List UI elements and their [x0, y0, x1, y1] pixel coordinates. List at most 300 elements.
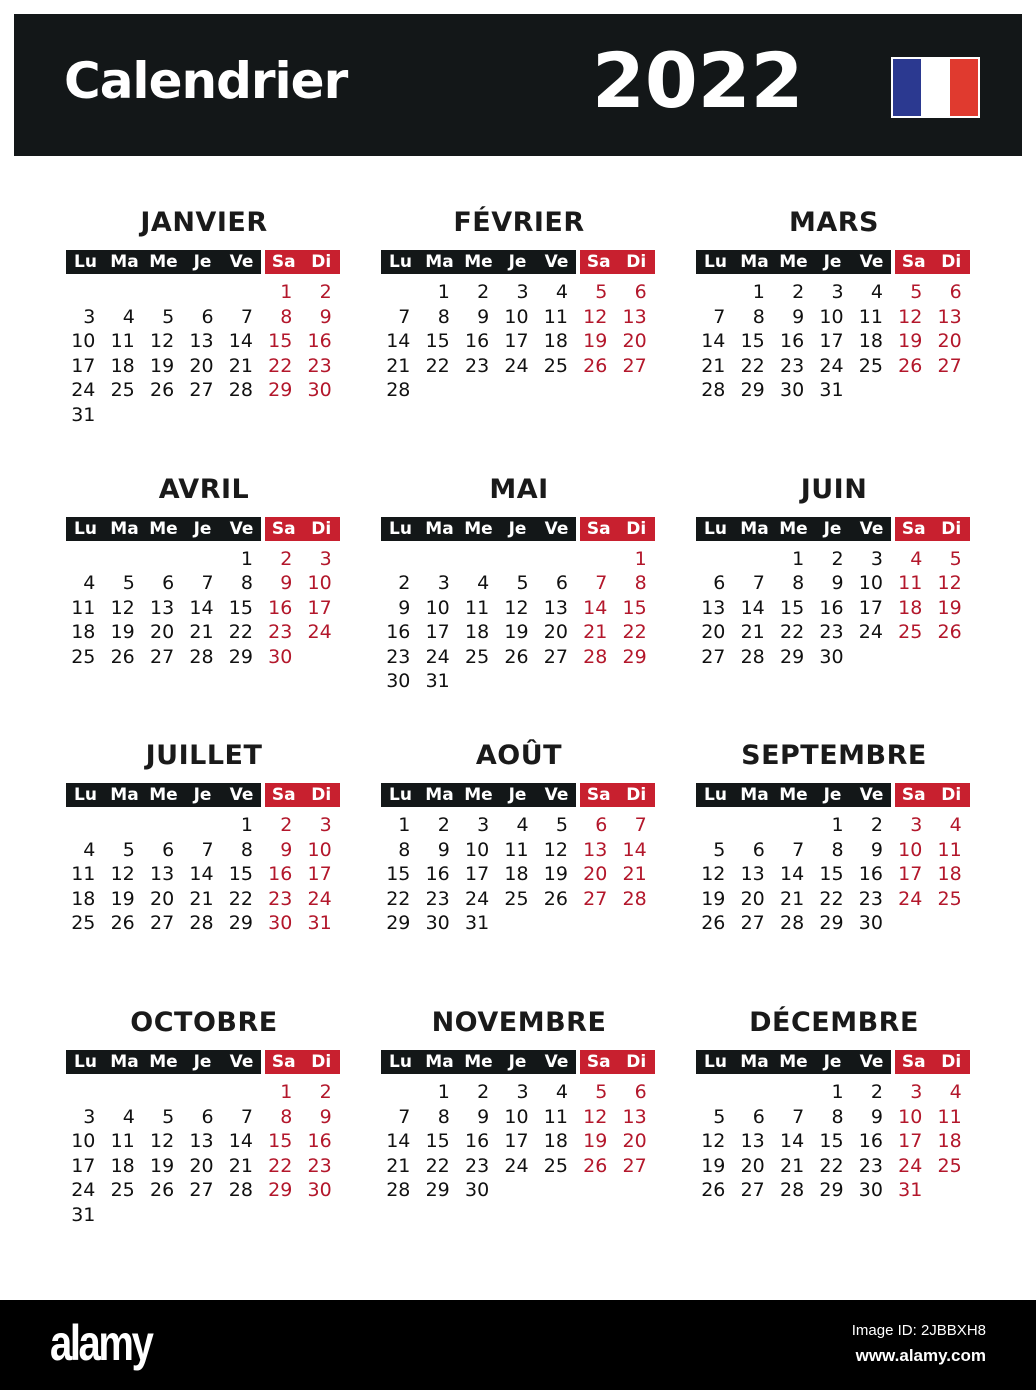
day-cell: 20	[740, 887, 765, 910]
day-cell: 26	[701, 1179, 726, 1202]
day-cell: 19	[149, 1154, 175, 1177]
week-row	[381, 862, 657, 887]
weekend-label: Sa	[901, 252, 926, 272]
day-grid	[66, 1080, 342, 1227]
weekend-header	[580, 1050, 655, 1074]
flag-white	[921, 59, 949, 116]
day-cell: 30	[386, 670, 411, 693]
weekend-label: Di	[626, 518, 647, 539]
day-cell: 27	[622, 1154, 647, 1177]
week-row	[381, 305, 657, 330]
weekend-header	[265, 517, 340, 541]
day-cell: 8	[240, 572, 253, 595]
day-cell: 2	[398, 572, 411, 595]
day-cell: 4	[516, 814, 529, 837]
day-cell: 10	[71, 330, 96, 352]
day-cell: 25	[858, 354, 883, 377]
day-cell: 8	[280, 1105, 293, 1128]
day-cell: 3	[910, 814, 923, 837]
day-cell	[735, 547, 774, 572]
day-cell: 12	[937, 572, 962, 595]
weekday-label: Ve	[859, 1052, 884, 1073]
weekday-header	[381, 250, 576, 274]
day-cell: 24	[425, 645, 450, 668]
day-cell: 4	[122, 1105, 135, 1128]
month-title: AVRIL	[158, 473, 250, 505]
week-row	[66, 1178, 342, 1203]
day-cell: 22	[740, 354, 765, 377]
weekday-label: Ve	[859, 518, 884, 539]
day-cell: 13	[740, 863, 765, 886]
month-9	[696, 736, 972, 986]
day-cell: 17	[898, 863, 923, 886]
day-cell: 21	[189, 621, 214, 644]
day-cell: 23	[858, 1154, 883, 1177]
week-row	[696, 887, 972, 912]
weekend-header	[265, 783, 340, 807]
weekday-header	[66, 517, 261, 541]
week-row	[696, 571, 972, 596]
day-cell: 19	[110, 621, 135, 644]
day-cell: 18	[71, 621, 96, 644]
year-label: 2022	[592, 36, 804, 125]
day-cell: 12	[543, 838, 568, 861]
day-cell: 28	[583, 645, 608, 668]
weekday-label: Ma	[110, 252, 139, 272]
weekday-label: Lu	[704, 1052, 727, 1073]
day-cell: 19	[937, 596, 962, 619]
day-cell	[105, 547, 144, 572]
day-cell: 17	[858, 596, 883, 619]
day-cell: 23	[268, 621, 293, 644]
day-cell: 14	[386, 1130, 411, 1153]
day-cell: 8	[792, 572, 805, 595]
week-row	[66, 862, 342, 887]
day-cell: 27	[740, 1179, 765, 1202]
day-cell	[696, 280, 735, 305]
week-row	[66, 280, 342, 305]
day-cell: 7	[398, 305, 411, 328]
day-cell: 22	[425, 1154, 450, 1177]
day-cell: 14	[228, 330, 253, 352]
week-row	[66, 403, 342, 428]
weekday-label: Lu	[389, 252, 412, 272]
day-cell: 6	[201, 1105, 214, 1128]
day-cell: 9	[831, 572, 844, 595]
week-row	[381, 669, 657, 694]
day-cell: 7	[634, 814, 647, 837]
day-cell: 5	[555, 814, 568, 837]
day-cell: 20	[622, 1130, 647, 1153]
day-cell: 29	[622, 645, 647, 668]
day-cell	[381, 547, 420, 572]
day-cell: 19	[701, 887, 726, 910]
day-cell: 28	[779, 912, 805, 935]
day-cell: 20	[149, 887, 175, 910]
weekday-label: Je	[193, 518, 212, 539]
day-cell: 2	[870, 814, 883, 837]
day-cell: 6	[949, 281, 962, 303]
day-cell: 5	[595, 281, 608, 303]
day-grid	[696, 547, 972, 670]
day-cell: 28	[189, 912, 214, 935]
weekend-label: Sa	[586, 1052, 611, 1073]
day-cell: 30	[425, 912, 450, 935]
day-cell: 23	[779, 354, 805, 377]
day-cell	[381, 1080, 420, 1105]
week-row	[381, 1080, 657, 1105]
day-cell: 21	[386, 1154, 411, 1177]
day-cell: 12	[583, 1105, 608, 1128]
week-row	[66, 547, 342, 572]
weekday-label: Me	[149, 1052, 178, 1073]
day-cell: 18	[543, 1130, 568, 1153]
day-cell: 21	[622, 863, 647, 886]
day-cell: 13	[149, 863, 175, 886]
day-cell: 3	[516, 1081, 529, 1104]
day-cell: 23	[819, 621, 844, 644]
weekday-label: Me	[149, 785, 178, 806]
day-cell: 25	[464, 645, 490, 668]
day-cell	[460, 547, 499, 572]
day-cell: 1	[437, 281, 450, 303]
day-cell: 17	[71, 1154, 96, 1177]
week-row	[66, 645, 342, 670]
day-cell: 15	[228, 863, 253, 886]
day-cell: 14	[189, 596, 214, 619]
weekday-label: Ve	[229, 518, 254, 539]
week-row	[696, 838, 972, 863]
day-cell: 17	[464, 863, 490, 886]
day-cell	[499, 547, 538, 572]
day-cell: 19	[583, 1130, 608, 1153]
weekday-label: Ve	[544, 1052, 569, 1073]
day-cell	[66, 280, 105, 305]
day-cell: 12	[110, 863, 135, 886]
week-row	[66, 1105, 342, 1130]
weekend-header	[580, 250, 655, 274]
day-cell	[224, 1080, 263, 1105]
day-cell: 31	[464, 912, 490, 935]
day-cell: 11	[110, 1130, 135, 1153]
day-cell: 9	[319, 305, 332, 328]
day-cell: 27	[622, 354, 647, 377]
week-row	[381, 813, 657, 838]
week-row	[381, 620, 657, 645]
day-cell: 18	[110, 354, 135, 377]
france-flag-icon	[891, 57, 980, 118]
weekend-label: Di	[311, 1052, 332, 1073]
day-cell: 21	[228, 354, 253, 377]
weekday-label: Me	[779, 785, 808, 806]
day-cell: 11	[71, 863, 96, 886]
day-cell: 10	[464, 838, 490, 861]
weekday-label: Ma	[110, 785, 139, 806]
week-row	[696, 813, 972, 838]
weekday-label: Lu	[74, 1052, 97, 1073]
week-row	[66, 596, 342, 621]
day-cell: 23	[268, 887, 293, 910]
weekday-label: Ma	[425, 518, 454, 539]
day-cell: 12	[149, 330, 175, 352]
day-cell: 15	[386, 863, 411, 886]
weekday-header	[66, 783, 261, 807]
day-cell: 29	[819, 912, 844, 935]
day-cell: 24	[71, 1179, 96, 1202]
week-row	[696, 547, 972, 572]
day-cell: 26	[701, 912, 726, 935]
day-cell: 26	[110, 645, 135, 668]
day-cell: 16	[779, 330, 805, 352]
day-cell: 5	[713, 1105, 726, 1128]
day-cell: 14	[622, 838, 647, 861]
day-cell	[66, 813, 105, 838]
weekend-header	[895, 783, 970, 807]
month-10	[66, 1003, 342, 1253]
day-cell: 16	[386, 621, 411, 644]
day-cell: 3	[319, 814, 332, 837]
day-cell: 29	[740, 379, 765, 401]
weekend-label: Sa	[586, 252, 611, 272]
day-cell: 23	[425, 887, 450, 910]
day-cell: 16	[268, 596, 293, 619]
weekend-header	[265, 250, 340, 274]
day-cell	[145, 547, 184, 572]
day-grid	[696, 813, 972, 936]
day-cell: 30	[307, 1179, 332, 1202]
day-cell: 21	[779, 1154, 805, 1177]
month-title: AOÛT	[475, 740, 563, 772]
day-cell: 13	[583, 838, 608, 861]
day-cell: 3	[83, 305, 96, 328]
weekday-label: Lu	[74, 785, 97, 806]
day-cell: 3	[437, 572, 450, 595]
month-3	[696, 203, 972, 453]
day-cell: 3	[831, 281, 844, 303]
weekend-label: Di	[941, 518, 962, 539]
day-cell: 16	[858, 863, 883, 886]
day-cell: 1	[280, 281, 293, 303]
month-4	[66, 470, 342, 720]
weekday-label: Lu	[74, 518, 97, 539]
day-cell: 17	[307, 596, 332, 619]
day-cell: 1	[752, 281, 765, 303]
day-cell: 23	[464, 354, 490, 377]
day-cell: 8	[398, 838, 411, 861]
week-row	[66, 1129, 342, 1154]
day-cell: 21	[583, 621, 608, 644]
day-cell: 28	[189, 645, 214, 668]
day-cell: 2	[280, 547, 293, 570]
day-cell: 13	[937, 305, 962, 328]
day-cell	[145, 813, 184, 838]
weekday-label: Me	[149, 252, 178, 272]
day-cell: 13	[740, 1130, 765, 1153]
week-row	[696, 329, 972, 354]
day-cell: 10	[898, 838, 923, 861]
week-row	[66, 911, 342, 936]
day-cell: 6	[752, 1105, 765, 1128]
weekend-label: Di	[311, 785, 332, 806]
day-cell: 24	[464, 887, 490, 910]
day-cell: 4	[122, 305, 135, 328]
day-cell: 26	[504, 645, 529, 668]
day-cell	[105, 1080, 144, 1105]
day-cell	[105, 280, 144, 305]
day-cell: 7	[240, 1105, 253, 1128]
day-cell: 2	[280, 814, 293, 837]
day-cell: 5	[713, 838, 726, 861]
day-cell: 28	[701, 379, 726, 401]
day-cell: 6	[162, 572, 175, 595]
day-cell	[184, 280, 223, 305]
week-row	[696, 354, 972, 379]
weekday-label: Je	[508, 518, 527, 539]
month-1	[66, 203, 342, 453]
day-cell: 4	[870, 281, 883, 303]
day-cell: 11	[543, 305, 568, 328]
day-grid	[381, 547, 657, 694]
day-cell: 26	[149, 1179, 175, 1202]
week-row	[381, 378, 657, 403]
day-cell: 23	[464, 1154, 490, 1177]
day-cell: 2	[477, 281, 490, 303]
week-row	[381, 838, 657, 863]
weekday-label: Ma	[740, 518, 769, 539]
day-grid	[381, 1080, 657, 1203]
day-cell: 11	[543, 1105, 568, 1128]
weekend-label: Di	[311, 252, 332, 272]
weekday-label: Lu	[704, 785, 727, 806]
day-cell: 4	[555, 1081, 568, 1104]
day-cell: 16	[464, 1130, 490, 1153]
day-cell	[696, 547, 735, 572]
week-row	[66, 571, 342, 596]
day-cell: 21	[386, 354, 411, 377]
day-cell: 11	[464, 596, 490, 619]
day-cell: 29	[779, 645, 805, 668]
day-cell: 16	[425, 863, 450, 886]
day-cell: 29	[819, 1179, 844, 1202]
day-cell: 6	[713, 572, 726, 595]
week-row	[696, 1080, 972, 1105]
week-row	[66, 305, 342, 330]
day-cell: 12	[149, 1130, 175, 1153]
day-cell: 28	[386, 1179, 411, 1202]
weekday-label: Me	[464, 785, 493, 806]
weekend-header	[580, 783, 655, 807]
day-cell: 27	[740, 912, 765, 935]
day-cell: 9	[792, 305, 805, 328]
day-cell: 17	[504, 330, 529, 352]
week-row	[381, 1105, 657, 1130]
day-cell	[420, 547, 459, 572]
day-cell: 25	[898, 621, 923, 644]
weekday-header	[66, 250, 261, 274]
weekend-label: Di	[311, 518, 332, 539]
day-cell: 31	[71, 1203, 96, 1226]
day-cell: 28	[386, 379, 411, 401]
day-cell: 6	[162, 838, 175, 861]
day-cell: 21	[701, 354, 726, 377]
weekday-label: Ve	[859, 785, 884, 806]
day-cell: 29	[425, 1179, 450, 1202]
day-cell: 5	[595, 1081, 608, 1104]
week-row	[381, 596, 657, 621]
day-cell: 30	[858, 912, 883, 935]
day-cell: 28	[622, 887, 647, 910]
day-cell: 20	[189, 354, 214, 377]
day-cell: 10	[858, 572, 883, 595]
day-cell: 24	[504, 354, 529, 377]
day-cell: 27	[189, 379, 214, 401]
day-cell: 11	[71, 596, 96, 619]
week-row	[66, 354, 342, 379]
day-cell: 24	[307, 621, 332, 644]
weekend-label: Sa	[271, 785, 296, 806]
week-row	[381, 354, 657, 379]
day-cell: 14	[189, 863, 214, 886]
day-cell	[775, 813, 814, 838]
site-url: www.alamy.com	[855, 1346, 986, 1365]
day-cell: 25	[71, 912, 96, 935]
day-cell: 4	[83, 838, 96, 861]
weekday-header	[381, 517, 576, 541]
day-cell	[735, 813, 774, 838]
day-grid	[696, 280, 972, 403]
day-cell: 22	[268, 1154, 293, 1177]
day-cell: 17	[819, 330, 844, 352]
month-5	[381, 470, 657, 720]
day-cell: 12	[583, 305, 608, 328]
day-cell: 15	[779, 596, 805, 619]
week-row	[66, 620, 342, 645]
day-cell: 5	[122, 572, 135, 595]
day-cell: 25	[110, 379, 135, 401]
day-cell	[539, 547, 578, 572]
month-12	[696, 1003, 972, 1253]
day-cell: 1	[634, 547, 647, 570]
weekday-header	[696, 783, 891, 807]
day-cell: 7	[752, 572, 765, 595]
day-cell: 2	[870, 1081, 883, 1104]
day-cell: 11	[937, 1105, 962, 1128]
day-cell: 22	[779, 621, 805, 644]
day-cell: 5	[162, 305, 175, 328]
weekday-label: Me	[779, 518, 808, 539]
weekday-label: Je	[508, 252, 527, 272]
day-cell: 1	[280, 1081, 293, 1104]
day-cell: 26	[583, 354, 608, 377]
day-cell: 28	[740, 645, 765, 668]
day-cell: 9	[280, 572, 293, 595]
week-row	[696, 862, 972, 887]
weekday-label: Je	[193, 1052, 212, 1073]
day-cell	[184, 547, 223, 572]
day-cell: 30	[858, 1179, 883, 1202]
day-cell: 16	[307, 1130, 332, 1153]
day-cell: 9	[280, 838, 293, 861]
day-cell: 19	[504, 621, 529, 644]
day-cell: 14	[701, 330, 726, 352]
day-cell: 2	[319, 1081, 332, 1104]
day-cell	[145, 1080, 184, 1105]
day-cell: 2	[831, 547, 844, 570]
day-cell: 16	[464, 330, 490, 352]
day-cell: 25	[110, 1179, 135, 1202]
day-cell: 8	[831, 838, 844, 861]
day-cell: 11	[858, 305, 883, 328]
